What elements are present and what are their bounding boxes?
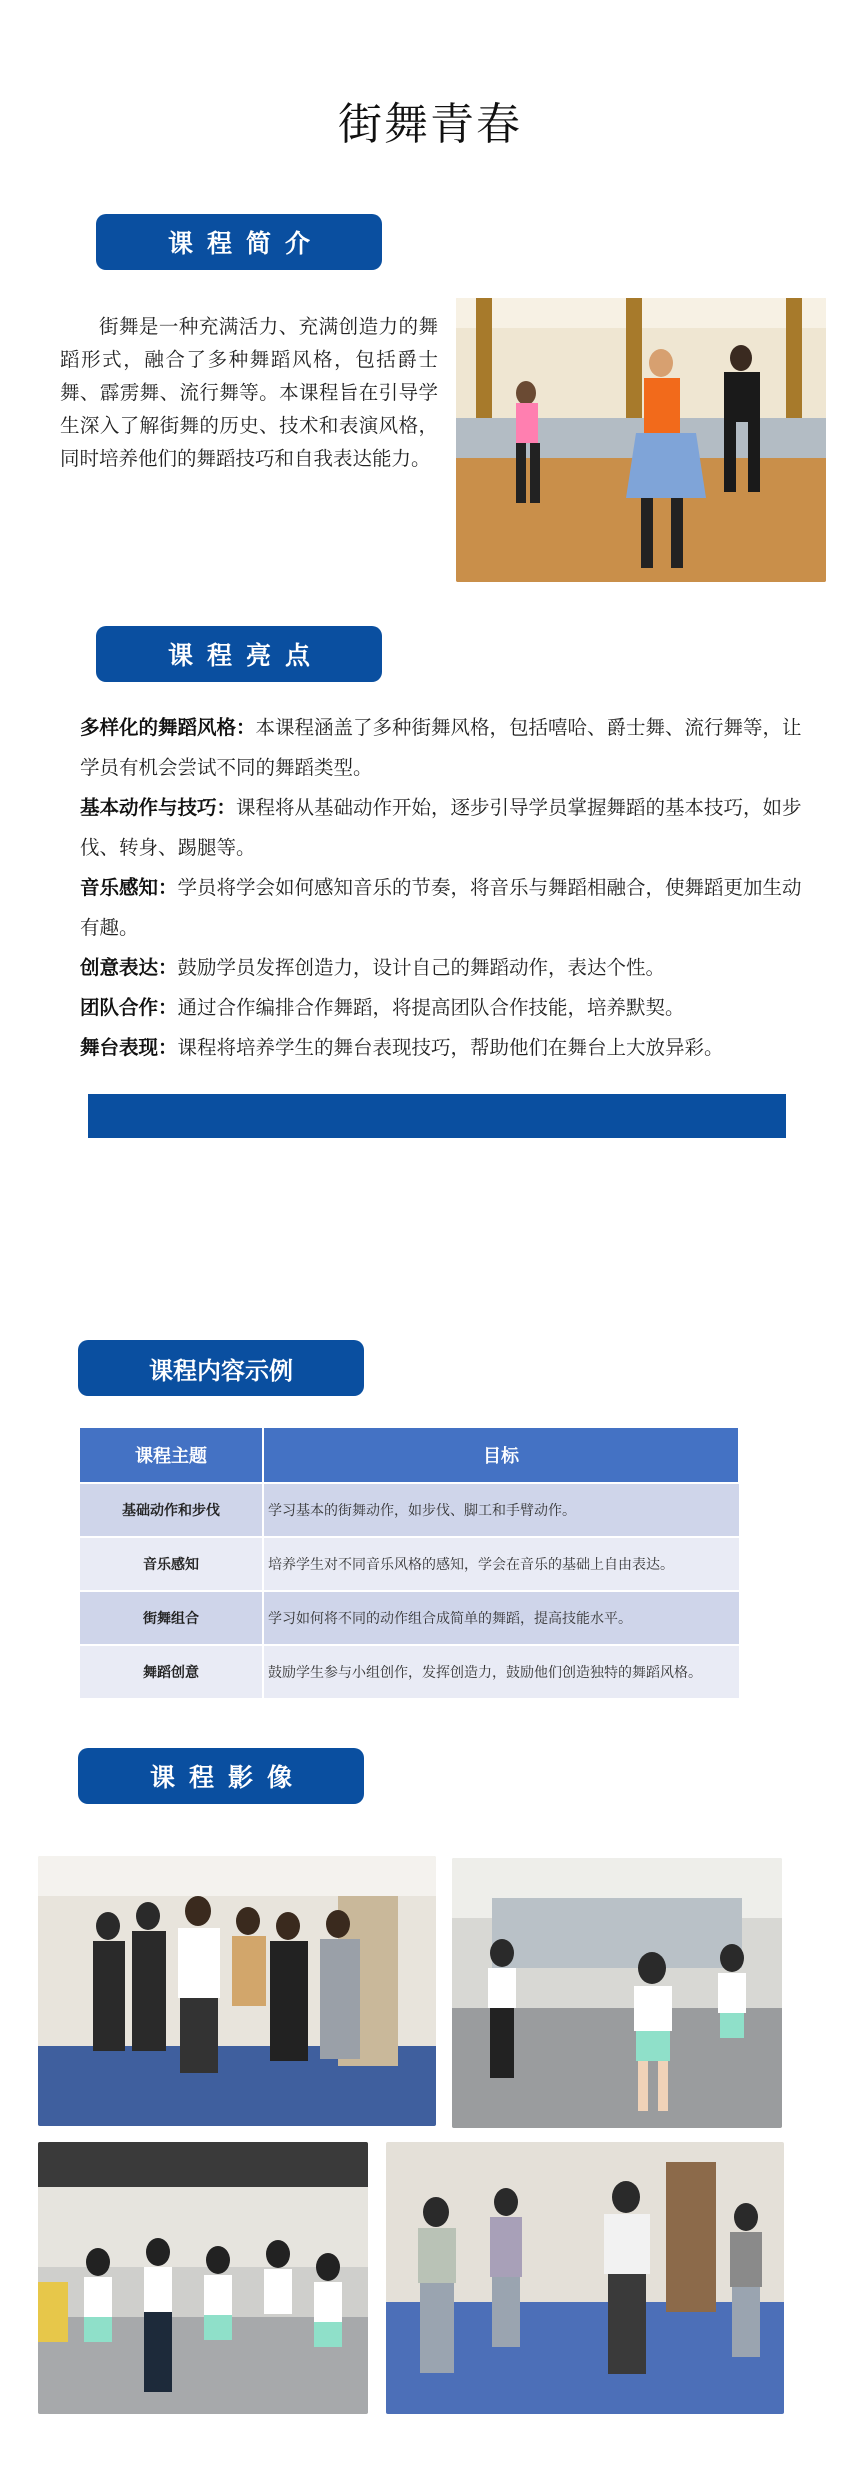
highlight-text: 课程将培养学生的舞台表现技巧，帮助他们在舞台上大放异彩。 [177, 1036, 724, 1059]
highlight-text: 课程将从基础动作开始，逐步引导学员掌握舞蹈的基本技巧，如步伐、转身、踢腿等。 [80, 796, 802, 859]
highlight-item [80, 868, 810, 948]
section-header-content: 课程内容示例 [78, 1340, 364, 1396]
table-row [80, 1537, 739, 1591]
table-header-topic: 课程主题 [80, 1428, 263, 1483]
highlight-text: 通过合作编排合作舞蹈，将提高团队合作技能，培养默契。 [177, 996, 685, 1019]
table-header-goal: 目标 [263, 1428, 739, 1483]
table-row [80, 1483, 739, 1537]
highlight-item [80, 788, 810, 868]
highlight-label: 创意表达： [80, 956, 178, 979]
gallery-photo-class-rear [38, 2142, 368, 2414]
gallery-photo-kids-dance [452, 1858, 782, 2128]
highlight-text: 学员将学会如何感知音乐的节奏，将音乐与舞蹈相融合，使舞蹈更加生动有趣。 [80, 876, 802, 939]
highlight-item [80, 708, 810, 788]
highlight-item [80, 1028, 810, 1068]
table-cell-topic: 音乐感知 [80, 1537, 263, 1591]
table-row [80, 1645, 739, 1698]
table-cell-topic: 街舞组合 [80, 1591, 263, 1645]
table-cell-topic: 舞蹈创意 [80, 1645, 263, 1698]
table-cell-topic: 基础动作和步伐 [80, 1483, 263, 1537]
highlight-label: 舞台表现： [80, 1036, 178, 1059]
highlight-label: 音乐感知： [80, 876, 178, 899]
table-row [80, 1591, 739, 1645]
gallery-photo-group [38, 1856, 436, 2126]
table-cell-goal: 培养学生对不同音乐风格的感知，学会在音乐的基础上自由表达。 [263, 1537, 739, 1591]
highlight-text: 本课程涵盖了多种街舞风格，包括嘻哈、爵士舞、流行舞等，让学员有机会尝试不同的舞蹈类型。 [80, 716, 802, 779]
page-title: 街舞青春 [338, 99, 522, 150]
table-cell-goal: 鼓励学生参与小组创作，发挥创造力，鼓励他们创造独特的舞蹈风格。 [263, 1645, 739, 1698]
intro-paragraph: 街舞是一种充满活力、充满创造力的舞蹈形式，融合了多种舞蹈风格，包括爵士舞、霹雳舞、流行舞等。本课程旨在引导学生深入了解街舞的历史、技术和表演风格，同时培养他们的舞蹈技巧和自我表达能力。 [60, 315, 438, 470]
intro-photo [456, 298, 826, 582]
section-header-gallery: 课程影像 [78, 1748, 364, 1804]
section-header-highlights: 课程亮点 [96, 626, 382, 682]
section-header-intro: 课程简介 [96, 214, 382, 270]
highlights-list [80, 708, 810, 1068]
table-cell-goal: 学习基本的街舞动作，如步伐、脚工和手臂动作。 [263, 1483, 739, 1537]
highlight-label: 基本动作与技巧： [80, 796, 237, 819]
course-content-table [80, 1428, 740, 1698]
highlight-label: 多样化的舞蹈风格： [80, 716, 256, 739]
highlight-text: 鼓励学员发挥创造力，设计自己的舞蹈动作，表达个性。 [177, 956, 666, 979]
gallery-photo-girls-dance [386, 2142, 784, 2414]
highlight-item [80, 948, 810, 988]
table-cell-goal: 学习如何将不同的动作组合成简单的舞蹈，提高技能水平。 [263, 1591, 739, 1645]
highlight-item [80, 988, 810, 1028]
decorative-blue-bar [88, 1094, 786, 1138]
highlight-label: 团队合作： [80, 996, 178, 1019]
table-header-row [80, 1428, 739, 1483]
